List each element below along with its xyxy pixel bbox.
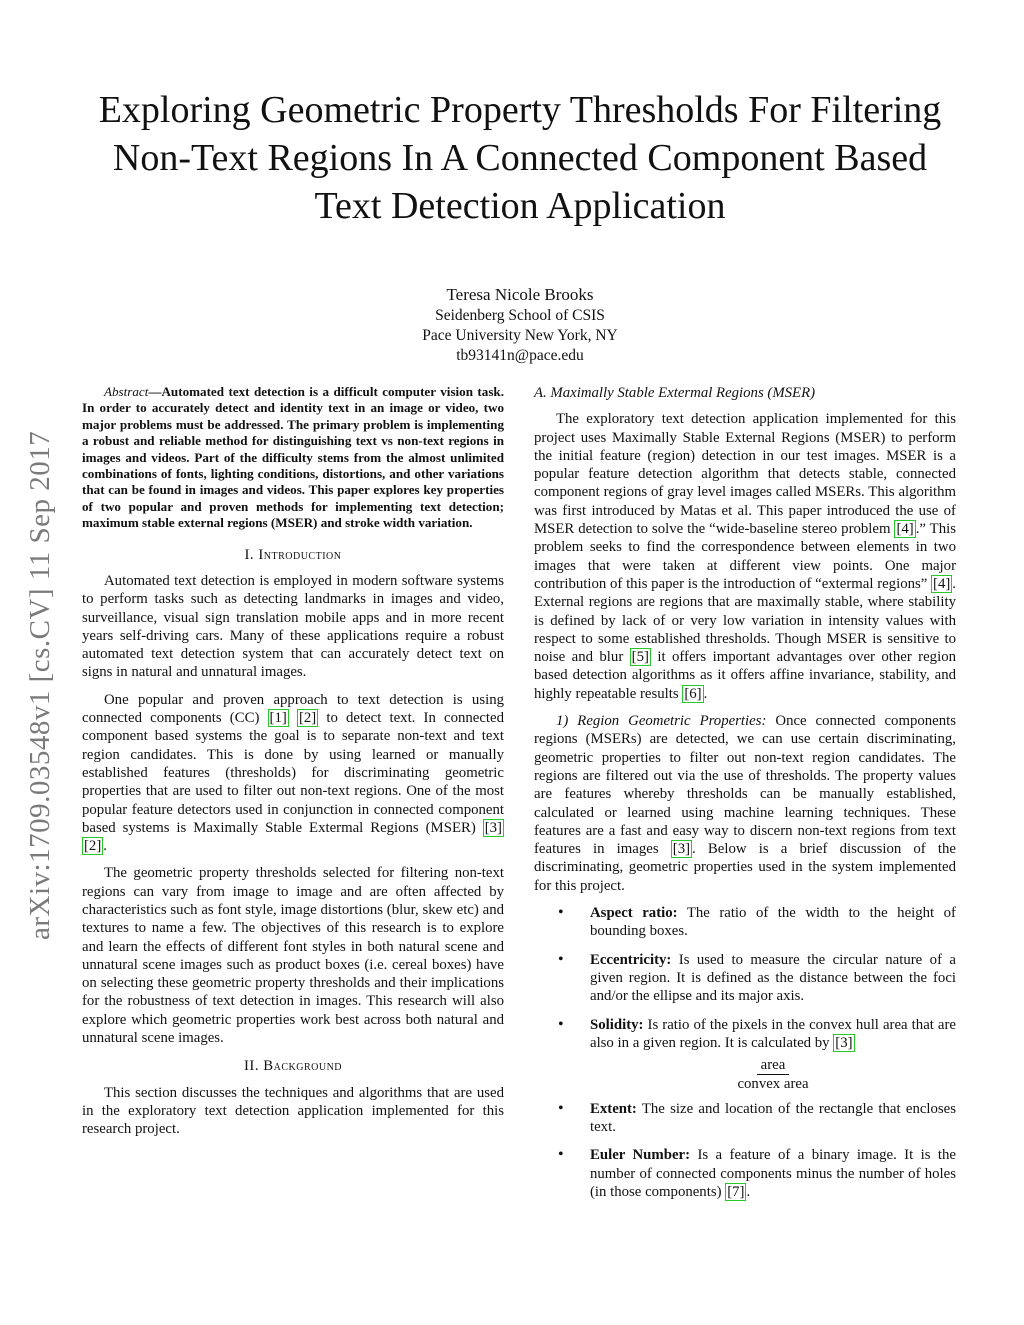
list-item [534,1146,956,1201]
property-term: Aspect ratio: [590,905,678,922]
author-email: tb93141n@pace.edu [456,347,584,364]
section-heading-introduction [82,546,504,564]
abstract-text: —Automated text detection is a difficult computer vision task. In order to accurately detect and identity text in an image or video, two major problems must be addressed. The primary problem is implementing a robust and reliable method for distinguishing text vs non-text regions in images and videos. Part of the difficulty stems from the almost unlimited combinations of fonts, lighting conditions, distortions, and other variations that can be found in images and videos. This paper explores key properties of two popular and proven methods for implementing text detection; maximum stable external regions (MSER) and stroke width variation. [82,384,504,531]
solidity-formula [590,1056,956,1094]
property-text: Is used to measure the circular nature of a given region. It is defined as the distance between the foci and/or the ellipse and its major axis. [590,951,956,1005]
abstract [82,384,504,532]
left-column [82,384,504,1148]
arxiv-watermark: arXiv:1709.03548v1 [cs.CV] 11 Sep 2017 [24,430,56,940]
list-item [534,951,956,1006]
subsection-heading-mser: A. Maximally Stable Extermal Regions (MSER) [534,385,816,401]
citation-link[interactable]: [7] [727,1183,745,1200]
list-item [534,904,956,941]
property-text: The size and location of the rectangle that encloses text. [590,1100,956,1135]
property-text: Is a feature of a binary image. It is the number of connected components minus the number of holes (in those components) [590,1147,956,1200]
list-item [534,1100,956,1137]
formula-denominator: convex area [737,1076,809,1093]
author-block [300,284,740,366]
property-term: Eccentricity: [590,951,672,968]
text-span: . [103,838,107,855]
citation-link[interactable]: [6] [684,685,702,702]
paper-title: Exploring Geometric Property Thresholds For Filtering Non-Text Regions In A Connected Component Based Text Detection Application [98,89,942,227]
author-affiliation-university: Pace University New York, NY [422,327,618,344]
author-affiliation-school: Seidenberg School of CSIS [435,307,605,324]
citation-link[interactable]: [3] [835,1034,853,1051]
intro-paragraph-2 [82,691,504,856]
citation-link[interactable]: [2] [298,710,317,727]
property-term: Extent: [590,1100,637,1117]
text-span: it offers important advantages over other region based detection algorithms as it offers affine invariance, stability, and highly repeatable results [534,649,956,702]
property-text: The ratio of the width to the height of bounding boxes. [590,905,956,940]
text-span: to detect text. In connected component based systems the goal is to separate non-text and text region candidates. This is done by using learned or manually established features (thresholds) for discriminating geometric properties that are used to filter out non-text regions. One of the most popular feature detectors used in conjunction in connected component based systems is Maximally Stable Extermal Regions (MSER) [82,710,504,836]
right-column [534,384,956,1211]
text-span: . [703,685,708,702]
abstract-lead: Abstract [104,384,149,399]
text-span: .” This problem seeks to find the correspondence between elements in two images that were taken at different view points. One major contribution of this paper is the introduction of “extermal regions” [534,521,956,592]
citation-link[interactable]: [3] [672,841,691,858]
section-number: I. [244,546,255,563]
list-item [534,1016,956,1053]
citation-link[interactable]: [4] [933,575,951,592]
section-heading-background [82,1057,504,1075]
property-term: Euler Number: [590,1147,691,1164]
formula-numerator: area [757,1056,790,1075]
citation-link[interactable]: [5] [631,649,649,666]
section-title: Introduction [258,546,342,563]
text-span: One popular and proven approach to text detection is using connected components (CC) [82,691,504,727]
section-title: Background [263,1058,343,1075]
citation-link[interactable]: [2] [84,838,102,855]
citation-link[interactable]: [3] [484,819,502,836]
text-span: . External regions are regions that are maximally stable, where stability is defined by lack of or very low variation in intensity values with respect to some established thresholds. Though MSER is sensitive to noise and blur [534,575,956,666]
text-span: . Below is a brief discussion of the discriminating, geometric properties used in the system implemented for this project. [534,841,956,894]
property-tail: . [746,1183,751,1200]
background-paragraph-1: This section discusses the techniques and algorithms that are used in the exploratory text detection application implemented for this research project. [82,1084,504,1138]
subsubsection-heading: 1) Region Geometric Properties: [556,713,767,730]
property-text: Is ratio of the pixels in the convex hull area that are also in a given region. It is calculated by [590,1016,956,1051]
citation-link[interactable]: [1] [269,710,287,727]
intro-paragraph-1: Automated text detection is employed in modern software systems to perform tasks such as detecting landmarks in images and video, surveillance, visual sign translation mobile apps and in more recent years self-driving cars. Many of these applications require a robust automated text detection system that can accurately detect text on signs in natural and unnatural images. [82,572,504,681]
section-number: II. [243,1058,260,1075]
intro-paragraph-3: The geometric property thresholds selected for filtering non-text regions can vary from image to image and are often affected by characteristics such as font style, image distortions (blur, skew etc) and textures to name a few. The objectives of this research is to explore and learn the effects of different font styles in both natural scene and unnatural scene images such as product boxes (i.e. cereal boxes) have on selecting these geometric property thresholds and their implications for the robustness of text detection in images. This research will also explore which geometric properties work best across both natural and unnatural scene images. [82,865,504,1047]
author-name: Teresa Nicole Brooks [446,285,594,304]
geometric-properties-paragraph [534,712,956,895]
mser-paragraph-1 [534,410,956,703]
text-span: The exploratory text detection application implemented for this project uses Maximally Stable External Regions (MSER) to perform the initial feature (region) detection in our test images. MSER is a popular feature detection algorithm that detects stable, connected component regions of gray level images called MSERs. This algorithm was first introduced by Matas et al. This paper introduced the use of MSER detection to solve the “wide-baseline stereo problem [534,411,956,538]
text-span: Once connected components regions (MSERs) are detected, we can use certain discriminating, geometric properties to filter out non-text region candidates. The regions are filtered out via the use of thresholds. The property values are features whereby thresholds can be manually established, calculated or learned using machine learning techniques. These features are a fast and easy way to discern non-text regions from text features in images [534,713,956,858]
property-list [534,904,956,1201]
citation-link[interactable]: [4] [896,521,914,538]
property-term: Solidity: [590,1016,644,1033]
